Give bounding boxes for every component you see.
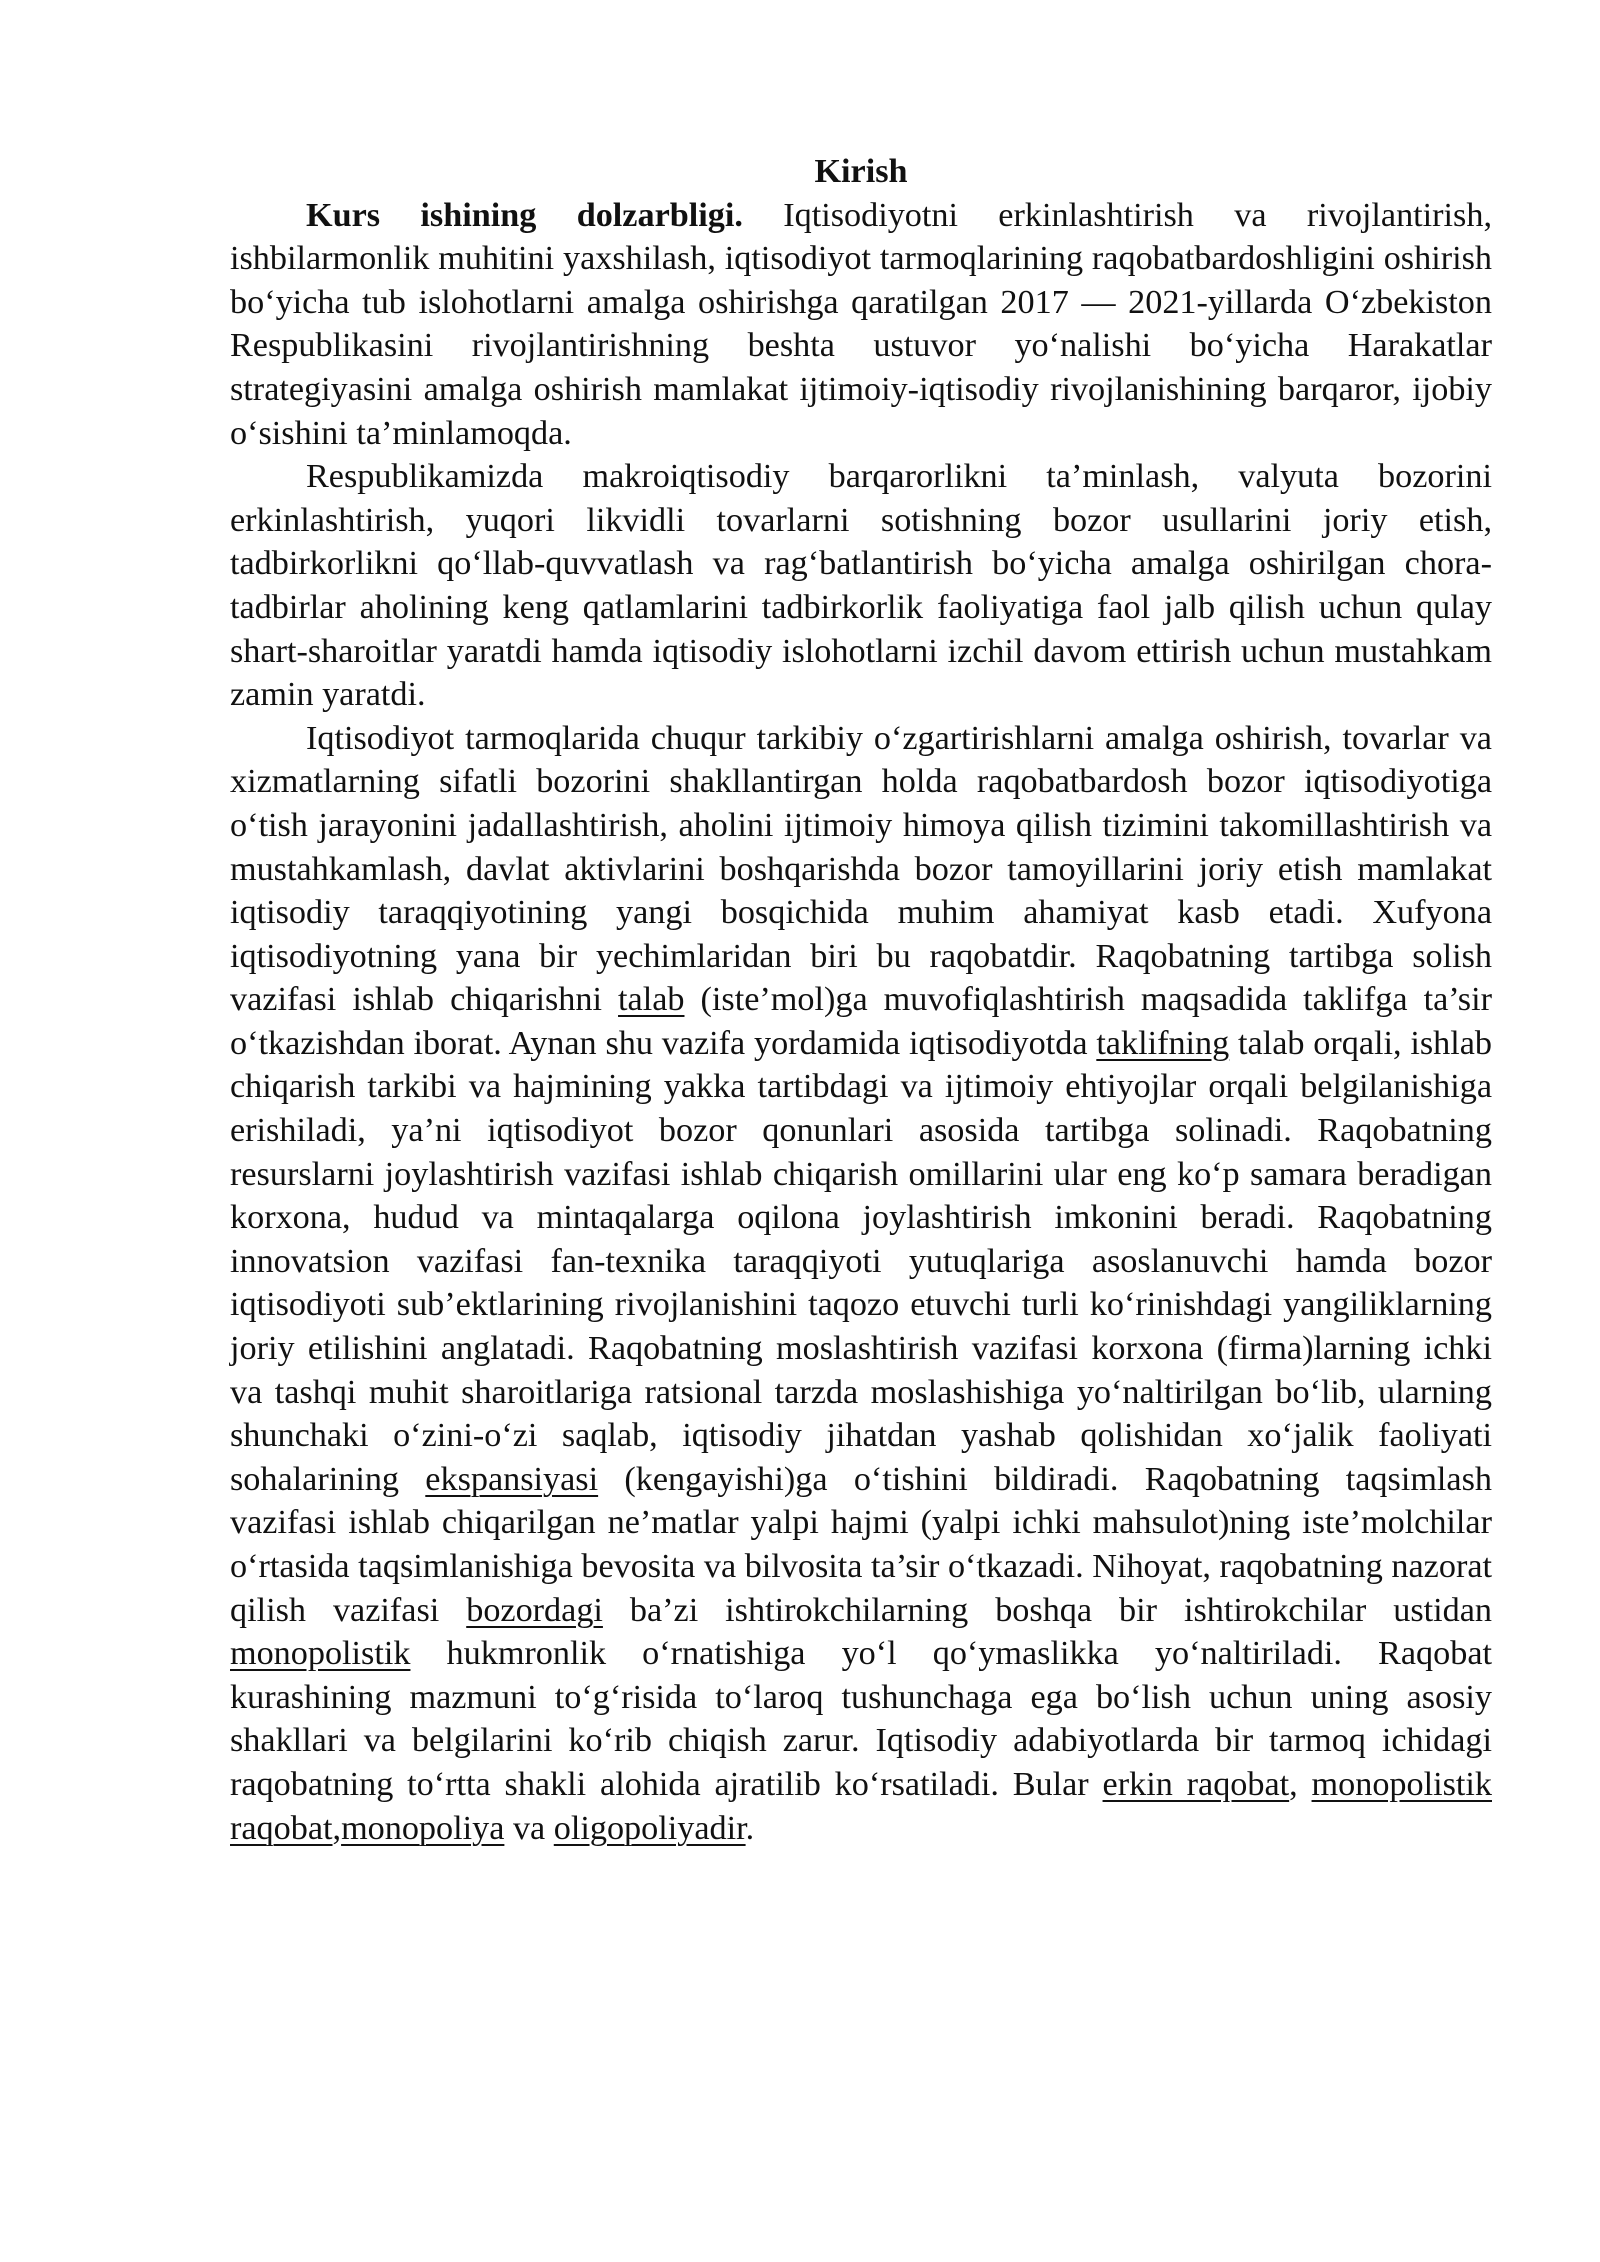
paragraph-text: talab orqali, ishlab chiqarish tarkibi va hajmining yakka tartibdagi va ijtimoiy ehtiyojlar orqali belgilanishiga erishiladi, ya’ni iqtisodiyot bozor qonunlari asosida tartibga solinadi. Raqobatning resurslarni joylashtirish vazifasi ishlab chiqarish omillarini ular eng ko‘p samara beradigan korxona, hudud va mintaqalarga oqilona joylashtirish imkonini beradi. Raqobatning innovatsion vazifasi fan-texnika taraqqiyoti yutuqlariga asoslanuvchi hamda bozor iqtisodiyoti sub’ektlarining rivojlanishini taqozo etuvchi turli ko‘rinishdagi yangiliklarning joriy etilishini anglatadi. Raqobatning moslashtirish vazifasi korxona (firma)larning ichki va tashqi muhit sharoitlariga ratsional tarzda moslashishiga yo‘naltirilgan bo‘lib, ularning shunchaki o‘zini-o‘zi saqlab, iqtisodiy jihatdan yashab qolishidan xo‘jalik faoliyati sohalarining (230, 1024, 1492, 1498)
paragraph-text: . (745, 1809, 755, 1847)
link-bozordagi[interactable]: bozordagi (466, 1591, 603, 1629)
link-oligopoliyadir[interactable]: oligopoliyadir (553, 1809, 746, 1847)
paragraph-text: , (332, 1809, 342, 1847)
paragraph-text: (iste’mol)ga muvofiqlashtirish maqsadida taklifga ta’sir o‘tkazishdan iborat. Aynan shu vazifa yordamida iqtisodiyotda (230, 981, 1492, 1062)
link-monopolistik-raqobat[interactable]: monopolistik raqobat (230, 1765, 1492, 1847)
lead-heading: Kurs ishining dolzarbligi. (306, 196, 743, 234)
paragraph-text: ba’zi ishtirokchilarning boshqa bir ishtirokchilar ustidan (602, 1591, 1492, 1629)
paragraph-text: , (1289, 1765, 1312, 1803)
paragraph-text: va (504, 1809, 554, 1847)
paragraph-macroeconomic: Respublikamizda makroiqtisodiy barqarorlikni ta’minlash, valyuta bozorini erkinlashtirish, yuqori likvidli tovarlarni sotishning bozor usullarini joriy etish, tadbirkorlikni qo‘llab-quvvatlash va rag‘batlantirish bo‘yicha amalga oshirilgan chora-tadbirlar aholining keng qatlamlarini tadbirkorlik faoliyatiga faol jalb qilish uchun qulay shart-sharoitlar yaratdi hamda iqtisodiy islohotlarni izchil davom ettirish uchun mustahkam zamin yaratdi. (230, 458, 1492, 714)
section-title: Kirish (814, 153, 908, 190)
paragraph-text: Iqtisodiyotni erkinlashtirish va rivojlantirish, ishbilarmonlik muhitini yaxshilash, iqtisodiyot tarmoqlarining raqobatbardoshligini oshirish bo‘yicha tub islohotlarni amalga oshirishga qaratilgan 2017 — 2021-yillarda O‘zbekiston Respublikasini rivojlantirishning beshta ustuvor yo‘nalishi bo‘yicha Harakatlar strategiyasini amalga oshirish mamlakat ijtimoiy-iqtisodiy rivojlanishining barqaror, ijobiy o‘sishini ta’minlamoqda. (230, 196, 1492, 452)
link-taklifning[interactable]: taklifning (1096, 1024, 1230, 1062)
link-monopoliya[interactable]: monopoliya (341, 1809, 505, 1847)
paragraph-relevance (230, 194, 1492, 456)
link-ekspansiyasi[interactable]: ekspansiyasi (425, 1460, 599, 1498)
document-page (230, 150, 1492, 1850)
paragraph-competition (230, 717, 1492, 1850)
paragraph-text: hukmronlik o‘rnatishiga yo‘l qo‘ymaslikka yo‘naltiriladi. Raqobat kurashining mazmuni to‘g‘risida to‘laroq tushunchaga ega bo‘lish uchun uning asosiy shakllari va belgilarini ko‘rib chiqish zarur. Iqtisodiy adabiyotlarda bir tarmoq ichidagi raqobatning to‘rtta shakli alohida ajratilib ko‘rsatiladi. Bular (230, 1635, 1492, 1803)
link-talab[interactable]: talab (618, 981, 685, 1019)
paragraph-text: (kengayishi)ga o‘tishini bildiradi. Raqobatning taqsimlash vazifasi ishlab chiqarilgan ne’matlar yalpi hajmi (yalpi ichki mahsulot)ning iste’molchilar o‘rtasida taqsimlanishiga bevosita va bilvosita ta’sir o‘tkazadi. Nihoyat, raqobatning nazorat qilish vazifasi (230, 1460, 1492, 1629)
link-erkin-raqobat[interactable]: erkin raqobat (1102, 1765, 1290, 1803)
link-monopolistik[interactable]: monopolistik (230, 1635, 411, 1673)
paragraph-text: Iqtisodiyot tarmoqlarida chuqur tarkibiy o‘zgartirishlarni amalga oshirish, tovarlar va xizmatlarning sifatli bozorini shakllantirgan holda raqobatbardosh bozor iqtisodiyotiga o‘tish jarayonini jadallashtirish, aholini ijtimoiy himoya qilish tizimini takomillashtirish va mustahkamlash, davlat aktivlarini boshqarishda bozor tamoyillarini joriy etish mamlakat iqtisodiy taraqqiyotining yangi bosqichida muhim ahamiyat kasb etadi. Xufyona iqtisodiyotning yana bir yechimlaridan biri bu raqobatdir. Raqobatning tartibga solish vazifasi ishlab chiqarishni (230, 719, 1492, 1019)
